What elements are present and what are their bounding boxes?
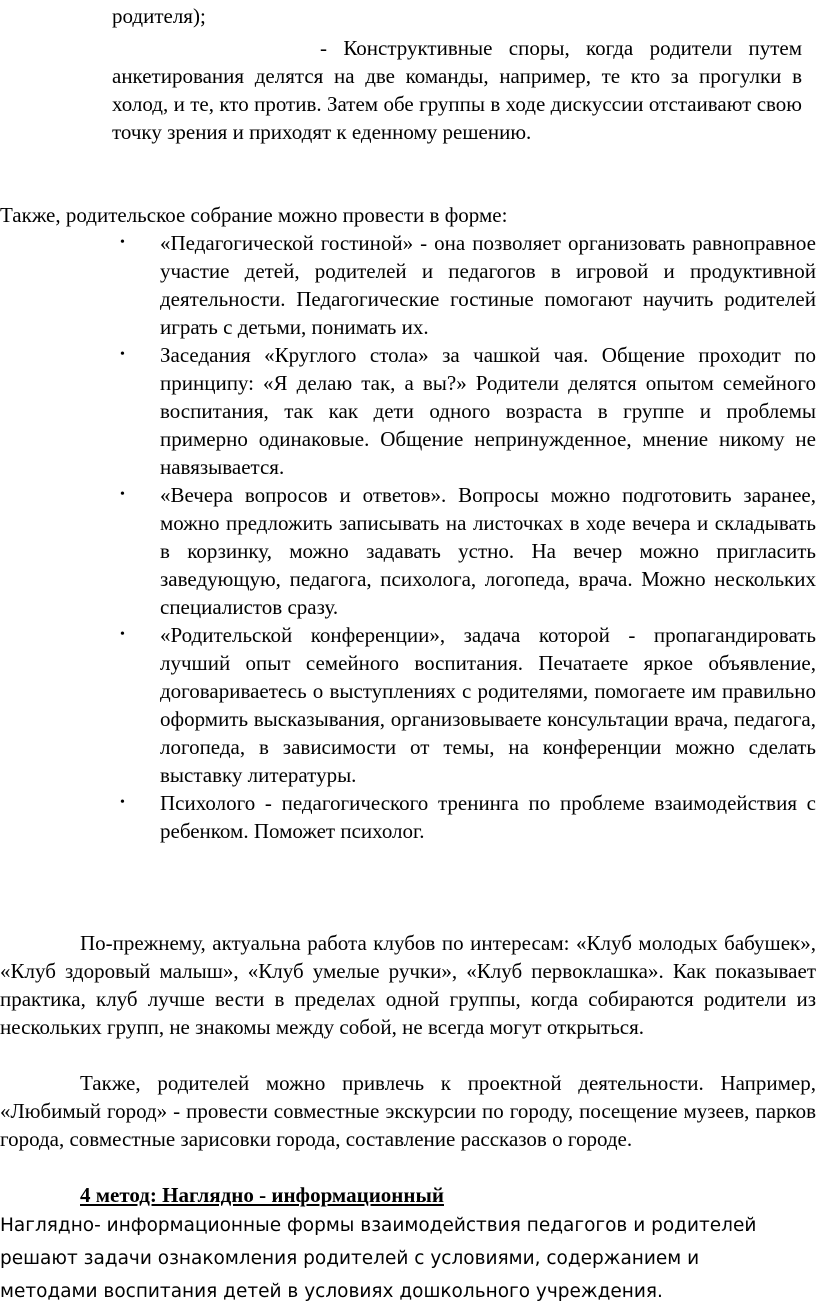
bullet-icon: • [120,795,125,810]
meeting-forms-list [120,229,816,845]
paragraph-constructive-disputes [112,34,802,146]
bullet-icon: • [120,235,125,250]
bullet-icon: • [120,487,125,502]
list-item [120,621,816,789]
list-item [120,229,816,341]
list-item-text: «Вечера вопросов и ответов». Вопросы можно подготовить заранее, можно предложить записывать на листочках в ходе вечера и складывать в корзинку, можно задавать устно. На вечер можно пригласить заведующую, педагога, психолога, логопеда, врача. Можно нескольких специалистов сразу. [160,483,816,619]
paragraph-projects: Также, родителей можно привлечь к проектной деятельности. Например, «Любимый город» - провести совместные экскурсии по городу, посещение музеев, парков города, совместные зарисовки города, составление рассказов о городе. [0,1071,816,1151]
list-item [120,789,816,845]
text-fragment-top: родителя); [112,4,206,28]
list-item-text: Заседания «Круглого стола» за чашкой чая. Общение проходит по принципу: «Я делаю так, а вы?» Родители делятся опытом семейного воспитания, так как дети одного возраста в группе и проблемы примерно одинаковые. Общение непринужденное, мнение никому не навязывается. [160,343,816,479]
text-line: решают задачи ознакомления родителей с условиями, содержанием и [0,1248,700,1269]
constructive-text: - Конструктивные споры, когда родители путем анкетирования делятся на две команды, например, те кто за прогулки в холод, и те, кто против. Затем обе группы в ходе дискуссии отстаивают свою точку зрения и приходят к еденному решению. [112,36,802,144]
paragraph-clubs: По-прежнему, актуальна работа клубов по интересам: «Клуб молодых бабушек», «Клуб здоровый малыш», «Клуб умелые ручки», «Клуб первоклашка». Как показывает практика, клуб лучше вести в пределах одной группы, когда собираются родители из нескольких групп, не знакомы между собой, не всегда могут открыться. [0,931,816,1039]
text-line: Наглядно- информационные формы взаимодействия педагогов и родителей [0,1215,757,1236]
paragraph-visual-info [0,1209,816,1308]
list-item-text: «Педагогической гостиной» - она позволяет организовать равноправное участие детей, родителей и педагогов в игровой и продуктивной деятельности. Педагогические гостиные помогают научить родителей играть с детьми, понимать их. [160,231,816,339]
list-item-text: Психолого - педагогического тренинга по проблеме взаимодействия с ребенком. Поможет психолог. [160,791,816,843]
bullet-icon: • [120,627,125,642]
paragraph-intro: Также, родительское собрание можно провести в форме: [0,203,508,227]
list-item [120,481,816,621]
section-heading-method-4: 4 метод: Наглядно - информационный [80,1183,444,1207]
bullet-icon: • [120,347,125,362]
list-item-text: «Родительской конференции», задача которой - пропагандировать лучший опыт семейного воспитания. Печатаете яркое объявление, договариваетесь о выступлениях с родителями, помогаете им правильно оформить высказывания, организовываете консультации врача, педагога, логопеда, в зависимости от темы, на конференции можно сделать выставку литературы. [160,623,816,787]
text-line: методами воспитания детей в условиях дошкольного учреждения. [0,1281,663,1302]
list-item [120,341,816,481]
